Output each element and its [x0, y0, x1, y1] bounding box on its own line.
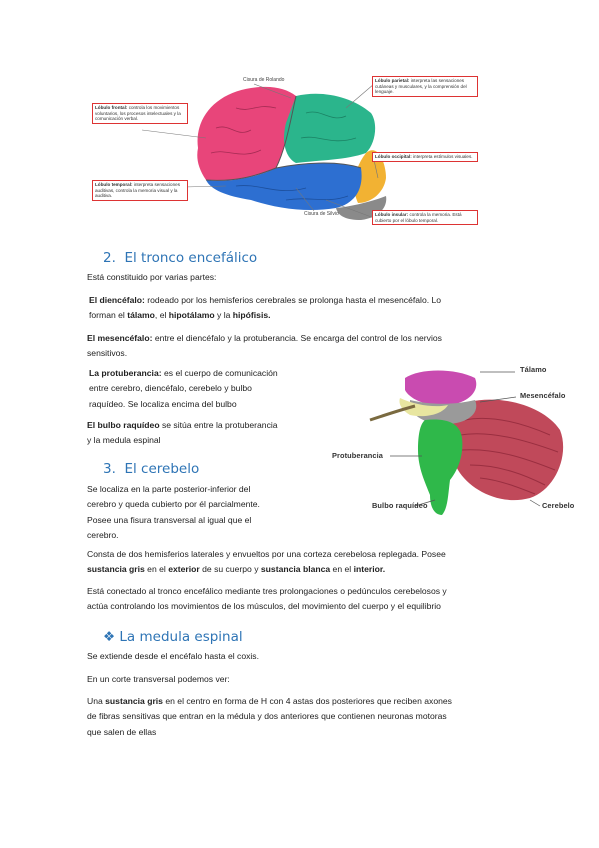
section-title: El cerebelo: [124, 461, 200, 477]
tronco-intro: Está constituido por varias partes:: [87, 272, 217, 282]
frontal-lobe-box: Lóbulo frontal: controla los movimientos voluntarios, los procesos intelectuales y la comunicación verbal.: [92, 103, 188, 124]
section-number: 3.: [103, 461, 116, 477]
temporal-lobe-box: Lóbulo temporal: interpreta sensaciones auditivas, controla la memoria visual y la auditiva.: [92, 180, 188, 201]
section-title: El tronco encefálico: [124, 250, 258, 266]
bulbo-label: Bulbo raquídeo: [372, 501, 428, 510]
cerebelo-label: Cerebelo: [542, 501, 575, 510]
protuberancia-paragraph: La protuberancia: es el cuerpo de comunicación entre cerebro, diencéfalo, cerebelo y bulbo raquídeo. Se localiza encima del bulbo: [89, 368, 278, 409]
parietal-lobe-box: Lóbulo parietal: interpreta las sensaciones cutáneas y musculares, y la comprensión del lenguaje.: [372, 76, 478, 97]
cerebelo-paragraph-3: Está conectado al tronco encefálico mediante tres prolongaciones o pedúnculos cerebelosos y actúa controlando los movimientos de los músculos, del movimiento del cuerpo y el equilibrio: [87, 586, 447, 612]
bulbo-paragraph: El bulbo raquídeo se sitúa entre la protuberancia y la medula espinal: [87, 420, 278, 446]
bullet-icon: ❖: [103, 629, 116, 645]
section-number: 2.: [103, 250, 116, 266]
protuberancia-label: Protuberancia: [332, 451, 383, 460]
insular-lobe-box: Lóbulo insular: controla la memoria. Está cubierto por el lóbulo temporal.: [372, 210, 478, 225]
medula-paragraph: Una sustancia gris en el centro en forma de H con 4 astas dos posteriores que reciben axones de fibras sensitivas que entran en la médula y dos anteriores que contienen neuronas motoras que salen de ellas: [87, 696, 452, 737]
rolando-label: Cisura de Rolando: [243, 77, 285, 83]
brainstem-figure: [330, 360, 590, 520]
mesencefalo-label: Mesencéfalo: [520, 391, 566, 400]
medula-line-2: En un corte transversal podemos ver:: [87, 674, 230, 684]
diencefalo-paragraph: El diencéfalo: rodeado por los hemisferios cerebrales se prolonga hasta el mesencéfalo. Lo forman el tálamo, el hipotálamo y la hipófisis.: [89, 295, 442, 321]
section-heading-cerebelo: [103, 461, 199, 477]
occipital-lobe-box: Lóbulo occipital: interpreta estímulos visuales.: [372, 152, 478, 162]
brainstem-illustration: [330, 360, 590, 520]
cerebelo-paragraph-1: Se localiza en la parte posterior-inferior del cerebro y queda cubierto por él parcialmente. Posee una fisura transversal al igual que el cerebro.: [87, 484, 260, 540]
section-heading-tronco: [103, 250, 257, 266]
brain-lobes-figure: [86, 68, 488, 231]
talamo-label: Tálamo: [520, 365, 547, 374]
silvio-label: Cisura de Silvio: [304, 211, 339, 217]
section-heading-medula: [103, 629, 243, 645]
cerebelo-paragraph-2: Consta de dos hemisferios laterales y envueltos por una corteza cerebelosa replegada. Posee sustancia gris en el exterior de su cuerpo y sustancia blanca en el interior.: [87, 549, 446, 575]
section-title: La medula espinal: [119, 629, 243, 645]
medula-line-1: Se extiende desde el encéfalo hasta el coxis.: [87, 651, 259, 661]
mesencefalo-paragraph: El mesencéfalo: entre el diencéfalo y la protuberancia. Se encarga del control de los nervios sensitivos.: [87, 333, 442, 359]
